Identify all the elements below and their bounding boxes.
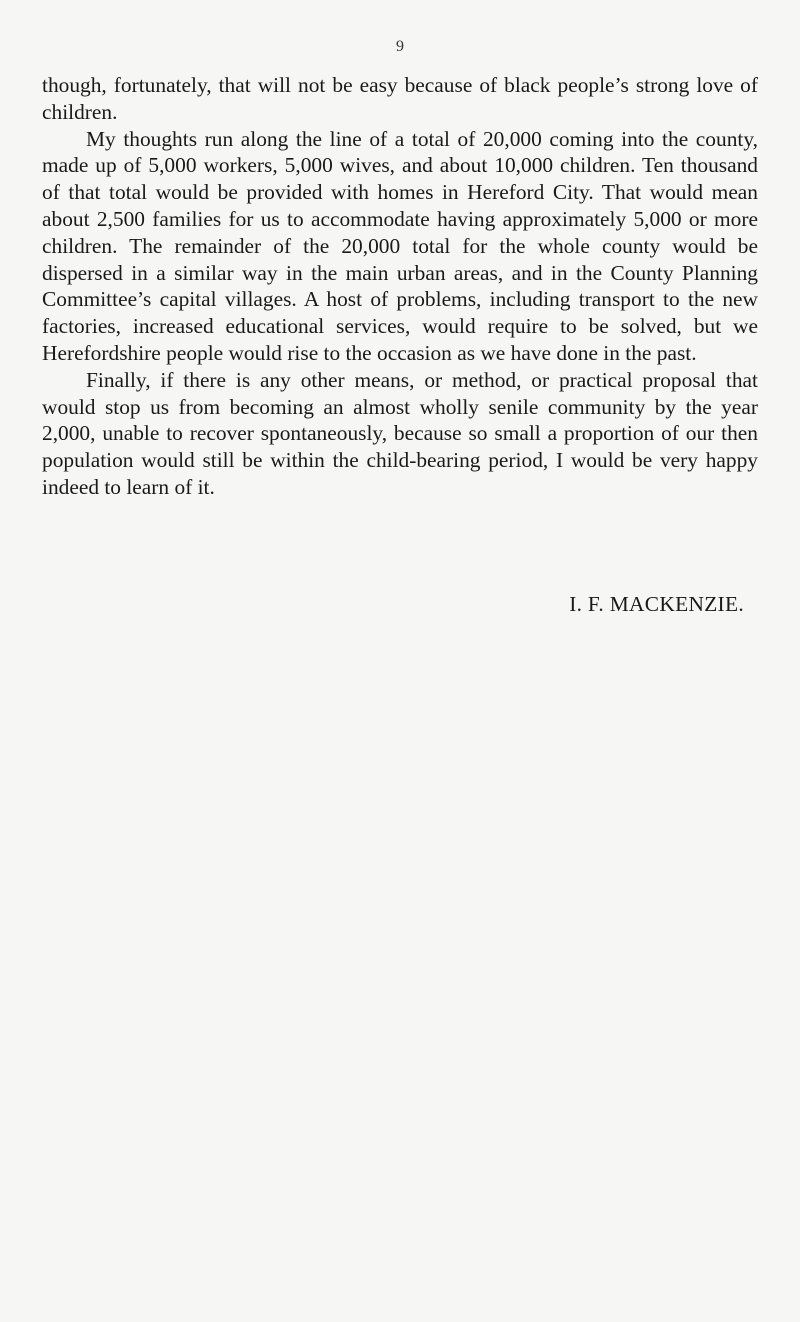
- body-text: [42, 72, 758, 501]
- paragraph-closing-request: Finally, if there is any other means, or method, or practical proposal that would stop us from becoming an almost wholly senile community by the year 2,000, unable to recover spontaneously, because so small a proportion of our then population would still be within the child-bearing period, I would be very happy indeed to learn of it.: [42, 367, 758, 499]
- author-signature: I. F. MACKENZIE.: [569, 592, 744, 616]
- page-number: 9: [396, 38, 404, 55]
- paragraph-continuation: though, fortunately, that will not be easy because of black people’s strong love of children.: [42, 73, 758, 124]
- paragraph-population-plan: My thoughts run along the line of a total of 20,000 coming into the county, made up of 5,000 workers, 5,000 wives, and about 10,000 children. Ten thousand of that total would be provided with homes in Hereford City. That would mean about 2,500 families for us to accommodate having approximately 5,000 or more children. The remainder of the 20,000 total for the whole county would be dispersed in a similar way in the main urban areas, and in the County Planning Committee’s capital villages. A host of problems, including transport to the new factories, increased educational services, would require to be solved, but we Herefordshire people would rise to the occasion as we have done in the past.: [42, 126, 758, 365]
